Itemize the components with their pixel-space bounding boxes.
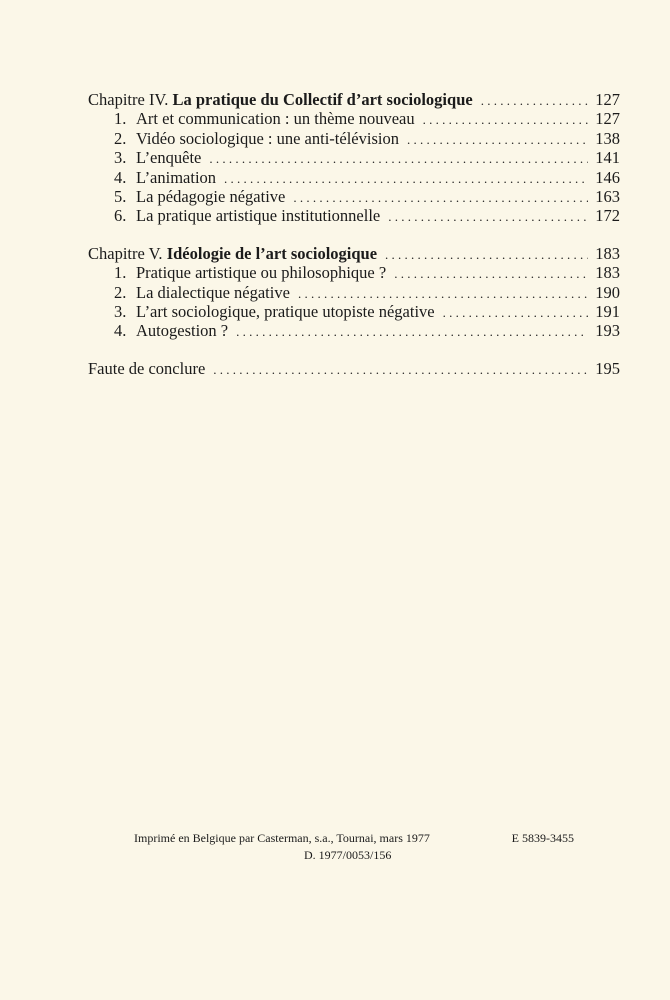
print-code: E 5839-3455 [511, 831, 574, 845]
toc-item [88, 322, 620, 341]
conclusion-title: Faute de conclure [88, 358, 206, 378]
dot-leader [224, 170, 588, 188]
section-spacer [88, 342, 620, 360]
printer-line: Imprimé en Belgique par Casterman, s.a., Tournai, mars 1977 [134, 831, 430, 845]
item-page: 138 [595, 128, 620, 148]
item-number: 4. [114, 321, 127, 341]
item-page: 146 [595, 167, 620, 187]
dot-leader [293, 189, 588, 207]
chapter-5-prefix: Chapitre V. [88, 243, 163, 263]
toc-item [88, 130, 620, 149]
toc-item [88, 207, 620, 226]
dot-leader [481, 92, 588, 110]
item-number: 1. [114, 263, 127, 283]
chapter-4-page: 127 [595, 90, 620, 109]
printer-imprint [134, 830, 574, 864]
table-of-contents [88, 91, 620, 379]
item-number: 3. [114, 302, 127, 322]
toc-item [88, 169, 620, 188]
item-page: 163 [595, 187, 620, 207]
item-title: Pratique artistique ou philosophique ? [136, 263, 387, 283]
dot-leader [298, 285, 588, 303]
item-title: L’animation [136, 167, 217, 187]
legal-deposit: D. 1977/0053/156 [304, 848, 392, 862]
dot-leader [209, 150, 588, 168]
item-title: Art et communication : un thème nouveau [136, 109, 415, 129]
item-page: 183 [595, 263, 620, 283]
item-title: Autogestion ? [136, 321, 229, 341]
toc-item [88, 188, 620, 207]
chapter-4-label [88, 91, 473, 109]
item-number: 2. [114, 128, 127, 148]
item-page: 172 [595, 206, 620, 226]
toc-item [88, 303, 620, 322]
chapter-5-page: 183 [595, 243, 620, 263]
chapter-5-label [88, 245, 377, 263]
dot-leader [443, 304, 588, 322]
dot-leader [213, 361, 588, 379]
dot-leader [388, 208, 588, 226]
chapter-4-prefix: Chapitre IV. [88, 90, 169, 109]
toc-item [88, 149, 620, 168]
item-number: 1. [114, 109, 127, 129]
item-number: 2. [114, 282, 127, 302]
toc-item [88, 264, 620, 283]
conclusion-page: 195 [595, 358, 620, 378]
item-number: 4. [114, 167, 127, 187]
dot-leader [236, 323, 588, 341]
item-page: 193 [595, 321, 620, 341]
chapter-4-entry [88, 91, 620, 110]
dot-leader [385, 246, 588, 264]
item-number: 6. [114, 206, 127, 226]
item-number: 3. [114, 148, 127, 168]
dot-leader [407, 131, 588, 149]
chapter-5-title: Idéologie de l’art sociologique [166, 243, 378, 263]
toc-item [88, 284, 620, 303]
item-title: La pratique artistique institutionnelle [136, 206, 381, 226]
item-title: L’enquête [136, 148, 202, 168]
section-spacer [88, 227, 620, 245]
item-number: 5. [114, 187, 127, 207]
chapter-4-title: La pratique du Collectif d’art sociologique [172, 90, 473, 109]
item-page: 141 [595, 148, 620, 168]
item-title: La pédagogie négative [136, 187, 286, 207]
item-title: L’art sociologique, pratique utopiste négative [136, 302, 435, 322]
dot-leader [394, 265, 588, 283]
item-title: Vidéo sociologique : une anti-télévision [136, 128, 399, 148]
dot-leader [423, 111, 588, 129]
item-page: 127 [595, 109, 620, 129]
item-page: 190 [595, 282, 620, 302]
chapter-5-entry [88, 245, 620, 264]
conclusion-entry [88, 360, 620, 379]
toc-item [88, 110, 620, 129]
item-page: 191 [595, 302, 620, 322]
item-title: La dialectique négative [136, 282, 290, 302]
